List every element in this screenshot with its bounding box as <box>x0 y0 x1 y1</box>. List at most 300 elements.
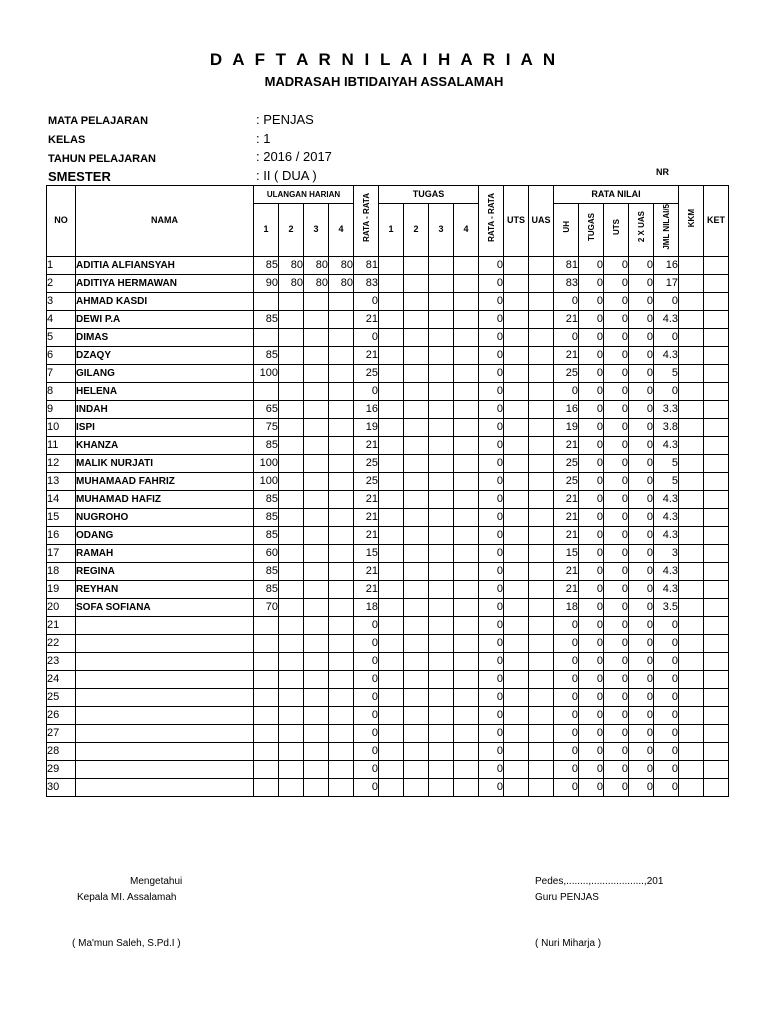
rata-uh: 21 <box>554 310 579 328</box>
rata-2x-uas: 0 <box>629 490 654 508</box>
uts-score <box>504 328 529 346</box>
tugas-1-score <box>379 328 404 346</box>
rata-uh: 0 <box>554 706 579 724</box>
table-row <box>47 598 729 616</box>
uh-2-score <box>279 364 304 382</box>
uts-score <box>504 544 529 562</box>
uas-score <box>529 598 554 616</box>
tugas-4-score <box>454 256 479 274</box>
tugas-1-score <box>379 634 404 652</box>
uh-3-score <box>304 436 329 454</box>
rata-tugas: 0 <box>579 346 604 364</box>
student-name <box>76 616 254 634</box>
row-number: 27 <box>47 724 76 742</box>
uh-3-score <box>304 634 329 652</box>
tugas-4-score <box>454 706 479 724</box>
tugas-2-score <box>404 526 429 544</box>
row-number: 26 <box>47 706 76 724</box>
tugas-average: 0 <box>479 670 504 688</box>
rata-uh: 16 <box>554 400 579 418</box>
student-name: MUHAMAAD FAHRIZ <box>76 472 254 490</box>
rata-uts: 0 <box>604 418 629 436</box>
table-row <box>47 256 729 274</box>
row-number: 23 <box>47 652 76 670</box>
uh-1-score: 60 <box>254 544 279 562</box>
uh-3-score <box>304 670 329 688</box>
table-row <box>47 364 729 382</box>
uas-score <box>529 274 554 292</box>
rata-2x-uas: 0 <box>629 454 654 472</box>
uh-average: 21 <box>354 346 379 364</box>
kkm-cell <box>679 706 704 724</box>
table-row <box>47 688 729 706</box>
uh-3-score <box>304 580 329 598</box>
uts-score <box>504 346 529 364</box>
row-number: 10 <box>47 418 76 436</box>
uh-2-score <box>279 526 304 544</box>
nr-value: 0 <box>654 328 679 346</box>
kkm-cell <box>679 400 704 418</box>
rata-tugas: 0 <box>579 580 604 598</box>
tugas-3-score <box>429 436 454 454</box>
uh-average: 0 <box>354 670 379 688</box>
tugas-2-score <box>404 508 429 526</box>
uh-1-score: 85 <box>254 490 279 508</box>
ket-cell <box>704 346 729 364</box>
tugas-2-score <box>404 562 429 580</box>
rata-uts: 0 <box>604 526 629 544</box>
uts-score <box>504 382 529 400</box>
student-name: ADITIYA HERMAWAN <box>76 274 254 292</box>
rata-uh: 83 <box>554 274 579 292</box>
signature-left-name: ( Ma'mun Saleh, S.Pd.I ) <box>72 938 181 949</box>
nr-value: 0 <box>654 292 679 310</box>
uh-1-score: 85 <box>254 562 279 580</box>
rata-uh: 0 <box>554 760 579 778</box>
header-tugas: TUGAS <box>379 186 479 204</box>
rata-tugas: 0 <box>579 742 604 760</box>
table-row <box>47 382 729 400</box>
rata-uh: 0 <box>554 724 579 742</box>
uts-score <box>504 760 529 778</box>
uh-4-score <box>329 508 354 526</box>
rata-uts: 0 <box>604 634 629 652</box>
tugas-2-score <box>404 688 429 706</box>
ket-cell <box>704 760 729 778</box>
uh-3-score <box>304 454 329 472</box>
student-name: ISPI <box>76 418 254 436</box>
kkm-cell <box>679 760 704 778</box>
uts-score <box>504 436 529 454</box>
rata-uts: 0 <box>604 562 629 580</box>
uas-score <box>529 526 554 544</box>
uh-average: 21 <box>354 436 379 454</box>
tugas-1-score <box>379 274 404 292</box>
uh-3-score <box>304 742 329 760</box>
tugas-4-score <box>454 688 479 706</box>
uh-1-score: 85 <box>254 580 279 598</box>
tugas-2-score <box>404 724 429 742</box>
tugas-average: 0 <box>479 418 504 436</box>
tugas-3-score <box>429 562 454 580</box>
nr-value: 3.3 <box>654 400 679 418</box>
ket-cell <box>704 400 729 418</box>
tugas-average: 0 <box>479 706 504 724</box>
rata-uh: 21 <box>554 436 579 454</box>
tugas-1-score <box>379 400 404 418</box>
rata-tugas: 0 <box>579 562 604 580</box>
uh-2-score <box>279 580 304 598</box>
rata-2x-uas: 0 <box>629 760 654 778</box>
tugas-3-score <box>429 724 454 742</box>
ket-cell <box>704 310 729 328</box>
ket-cell <box>704 616 729 634</box>
tugas-2-score <box>404 364 429 382</box>
label-smester: SMESTER <box>48 169 111 184</box>
uh-1-score <box>254 724 279 742</box>
tugas-average: 0 <box>479 562 504 580</box>
tugas-average: 0 <box>479 778 504 796</box>
tugas-average: 0 <box>479 274 504 292</box>
rata-uh: 25 <box>554 364 579 382</box>
tugas-1-score <box>379 652 404 670</box>
ket-cell <box>704 472 729 490</box>
rata-2x-uas: 0 <box>629 652 654 670</box>
uh-1-score: 85 <box>254 526 279 544</box>
tugas-average: 0 <box>479 634 504 652</box>
tugas-2-score <box>404 616 429 634</box>
uh-2-score <box>279 724 304 742</box>
uh-average: 0 <box>354 292 379 310</box>
uh-average: 21 <box>354 490 379 508</box>
uh-4-score <box>329 544 354 562</box>
tugas-average: 0 <box>479 544 504 562</box>
uh-3-score <box>304 598 329 616</box>
tugas-4-score <box>454 364 479 382</box>
student-name: REGINA <box>76 562 254 580</box>
uh-3-score: 80 <box>304 274 329 292</box>
uas-score <box>529 616 554 634</box>
rata-uts: 0 <box>604 292 629 310</box>
rata-uh: 0 <box>554 778 579 796</box>
row-number: 19 <box>47 580 76 598</box>
uh-average: 0 <box>354 724 379 742</box>
tugas-2-score <box>404 382 429 400</box>
tugas-2-score <box>404 256 429 274</box>
tugas-1-score <box>379 310 404 328</box>
kkm-cell <box>679 418 704 436</box>
header-rata-rata-tugas: RATA - RATA <box>479 186 504 257</box>
uh-1-score <box>254 328 279 346</box>
ket-cell <box>704 778 729 796</box>
header-sub-uts: UTS <box>604 204 629 257</box>
uh-1-score <box>254 616 279 634</box>
tugas-4-score <box>454 670 479 688</box>
nr-value: 0 <box>654 778 679 796</box>
uts-score <box>504 688 529 706</box>
table-row <box>47 580 729 598</box>
uh-1-score <box>254 706 279 724</box>
nr-value: 4.3 <box>654 526 679 544</box>
uh-3-score <box>304 688 329 706</box>
school-name: MADRASAH IBTIDAIYAH ASSALAMAH <box>264 74 504 89</box>
uts-score <box>504 508 529 526</box>
nr-value: 4.3 <box>654 508 679 526</box>
uh-4-score <box>329 472 354 490</box>
nr-value: 3 <box>654 544 679 562</box>
uas-score <box>529 310 554 328</box>
ket-cell <box>704 328 729 346</box>
uh-1-score <box>254 292 279 310</box>
tugas-1-score <box>379 706 404 724</box>
rata-uts: 0 <box>604 382 629 400</box>
rata-tugas: 0 <box>579 256 604 274</box>
uts-score <box>504 400 529 418</box>
nr-value: 5 <box>654 454 679 472</box>
nr-value: 4.3 <box>654 436 679 454</box>
tugas-1-score <box>379 688 404 706</box>
table-row <box>47 778 729 796</box>
tugas-average: 0 <box>479 256 504 274</box>
student-name: DIMAS <box>76 328 254 346</box>
uh-1-score: 100 <box>254 454 279 472</box>
uas-score <box>529 634 554 652</box>
nr-value: 4.3 <box>654 346 679 364</box>
uh-3-score <box>304 544 329 562</box>
tugas-4-score <box>454 292 479 310</box>
table-row <box>47 616 729 634</box>
table-row <box>47 526 729 544</box>
tugas-3-score <box>429 346 454 364</box>
rata-uts: 0 <box>604 490 629 508</box>
tugas-4-score <box>454 400 479 418</box>
uh-4-score <box>329 778 354 796</box>
rata-uh: 21 <box>554 526 579 544</box>
nr-value: 0 <box>654 652 679 670</box>
nr-value: 4.3 <box>654 490 679 508</box>
kkm-cell <box>679 310 704 328</box>
uh-1-score: 100 <box>254 364 279 382</box>
kkm-cell <box>679 436 704 454</box>
table-row <box>47 724 729 742</box>
uas-score <box>529 400 554 418</box>
rata-tugas: 0 <box>579 328 604 346</box>
tugas-3-score <box>429 418 454 436</box>
tugas-1-score <box>379 760 404 778</box>
uas-score <box>529 418 554 436</box>
uts-score <box>504 706 529 724</box>
uh-2-score <box>279 328 304 346</box>
student-name <box>76 706 254 724</box>
row-number: 7 <box>47 364 76 382</box>
tugas-2-score <box>404 292 429 310</box>
kkm-cell <box>679 328 704 346</box>
rata-2x-uas: 0 <box>629 634 654 652</box>
rata-tugas: 0 <box>579 544 604 562</box>
tugas-3-score <box>429 652 454 670</box>
kkm-cell <box>679 670 704 688</box>
kkm-cell <box>679 724 704 742</box>
uas-score <box>529 688 554 706</box>
uts-score <box>504 580 529 598</box>
student-name <box>76 670 254 688</box>
header-sub-2x-uas: 2 X UAS <box>629 204 654 257</box>
rata-tugas: 0 <box>579 292 604 310</box>
tugas-3-score <box>429 328 454 346</box>
uts-score <box>504 310 529 328</box>
tugas-4-score <box>454 616 479 634</box>
rata-2x-uas: 0 <box>629 274 654 292</box>
rata-2x-uas: 0 <box>629 688 654 706</box>
rata-tugas: 0 <box>579 454 604 472</box>
rata-uh: 21 <box>554 346 579 364</box>
rata-2x-uas: 0 <box>629 742 654 760</box>
tugas-4-score <box>454 562 479 580</box>
uh-4-score <box>329 346 354 364</box>
uts-score <box>504 652 529 670</box>
uh-1-score: 75 <box>254 418 279 436</box>
header-uh-1: 1 <box>254 204 279 257</box>
uas-score <box>529 436 554 454</box>
rata-uh: 0 <box>554 328 579 346</box>
tugas-2-score <box>404 400 429 418</box>
tugas-2-score <box>404 418 429 436</box>
nr-value: 0 <box>654 670 679 688</box>
kkm-cell <box>679 256 704 274</box>
uh-2-score: 80 <box>279 274 304 292</box>
uh-average: 16 <box>354 400 379 418</box>
ket-cell <box>704 688 729 706</box>
rata-tugas: 0 <box>579 526 604 544</box>
rata-uts: 0 <box>604 616 629 634</box>
uh-1-score: 70 <box>254 598 279 616</box>
rata-tugas: 0 <box>579 616 604 634</box>
rata-uh: 15 <box>554 544 579 562</box>
uh-3-score <box>304 508 329 526</box>
tugas-3-score <box>429 634 454 652</box>
student-name <box>76 778 254 796</box>
uas-score <box>529 346 554 364</box>
tugas-1-score <box>379 256 404 274</box>
uh-2-score <box>279 544 304 562</box>
tugas-2-score <box>404 598 429 616</box>
tugas-3-score <box>429 688 454 706</box>
table-row <box>47 652 729 670</box>
tugas-2-score <box>404 634 429 652</box>
tugas-4-score <box>454 274 479 292</box>
nr-value: 4.3 <box>654 562 679 580</box>
nr-value: 0 <box>654 616 679 634</box>
tugas-3-score <box>429 706 454 724</box>
uts-score <box>504 598 529 616</box>
header-uas: UAS <box>529 186 554 257</box>
uh-4-score <box>329 292 354 310</box>
uh-average: 21 <box>354 526 379 544</box>
uts-score <box>504 670 529 688</box>
row-number: 6 <box>47 346 76 364</box>
tugas-4-score <box>454 436 479 454</box>
tugas-3-score <box>429 364 454 382</box>
rata-tugas: 0 <box>579 706 604 724</box>
tugas-4-score <box>454 382 479 400</box>
tugas-average: 0 <box>479 310 504 328</box>
signature-left-caption: Mengetahui <box>130 876 183 887</box>
tugas-2-score <box>404 544 429 562</box>
nr-value: 0 <box>654 742 679 760</box>
student-name: REYHAN <box>76 580 254 598</box>
tugas-average: 0 <box>479 436 504 454</box>
header-sub-uh: UH <box>554 204 579 257</box>
header-nr-jml-nilai: NR JML NILAI/5 <box>654 204 679 257</box>
tugas-1-score <box>379 544 404 562</box>
row-number: 4 <box>47 310 76 328</box>
uh-3-score <box>304 760 329 778</box>
rata-uh: 0 <box>554 670 579 688</box>
uas-score <box>529 364 554 382</box>
uh-4-score <box>329 688 354 706</box>
uh-average: 15 <box>354 544 379 562</box>
uh-1-score <box>254 634 279 652</box>
rata-2x-uas: 0 <box>629 292 654 310</box>
uts-score <box>504 526 529 544</box>
uh-average: 0 <box>354 706 379 724</box>
uh-average: 19 <box>354 418 379 436</box>
rata-2x-uas: 0 <box>629 346 654 364</box>
uh-3-score <box>304 562 329 580</box>
uh-4-score <box>329 760 354 778</box>
uh-2-score <box>279 742 304 760</box>
uh-1-score: 65 <box>254 400 279 418</box>
tugas-1-score <box>379 382 404 400</box>
uh-1-score: 85 <box>254 310 279 328</box>
kkm-cell <box>679 292 704 310</box>
ket-cell <box>704 436 729 454</box>
header-kkm: KKM <box>679 186 704 257</box>
rata-uh: 0 <box>554 688 579 706</box>
tugas-1-score <box>379 724 404 742</box>
nr-value: 0 <box>654 724 679 742</box>
rata-uh: 19 <box>554 418 579 436</box>
uh-2-score <box>279 454 304 472</box>
rata-uh: 0 <box>554 292 579 310</box>
signature-right-place-date: Pedes,........,...................,201 <box>535 876 664 887</box>
rata-2x-uas: 0 <box>629 670 654 688</box>
rata-tugas: 0 <box>579 472 604 490</box>
tugas-3-score <box>429 580 454 598</box>
tugas-2-score <box>404 346 429 364</box>
uh-2-score <box>279 508 304 526</box>
tugas-average: 0 <box>479 652 504 670</box>
uas-score <box>529 490 554 508</box>
kkm-cell <box>679 598 704 616</box>
rata-2x-uas: 0 <box>629 472 654 490</box>
uh-2-score <box>279 652 304 670</box>
rata-uts: 0 <box>604 472 629 490</box>
uh-1-score <box>254 652 279 670</box>
tugas-1-score <box>379 346 404 364</box>
rata-2x-uas: 0 <box>629 544 654 562</box>
uh-4-score <box>329 382 354 400</box>
uas-score <box>529 742 554 760</box>
uh-average: 25 <box>354 454 379 472</box>
uh-average: 21 <box>354 310 379 328</box>
tugas-1-score <box>379 778 404 796</box>
student-name: KHANZA <box>76 436 254 454</box>
table-row <box>47 292 729 310</box>
row-number: 3 <box>47 292 76 310</box>
uh-4-score <box>329 364 354 382</box>
uh-4-score <box>329 436 354 454</box>
